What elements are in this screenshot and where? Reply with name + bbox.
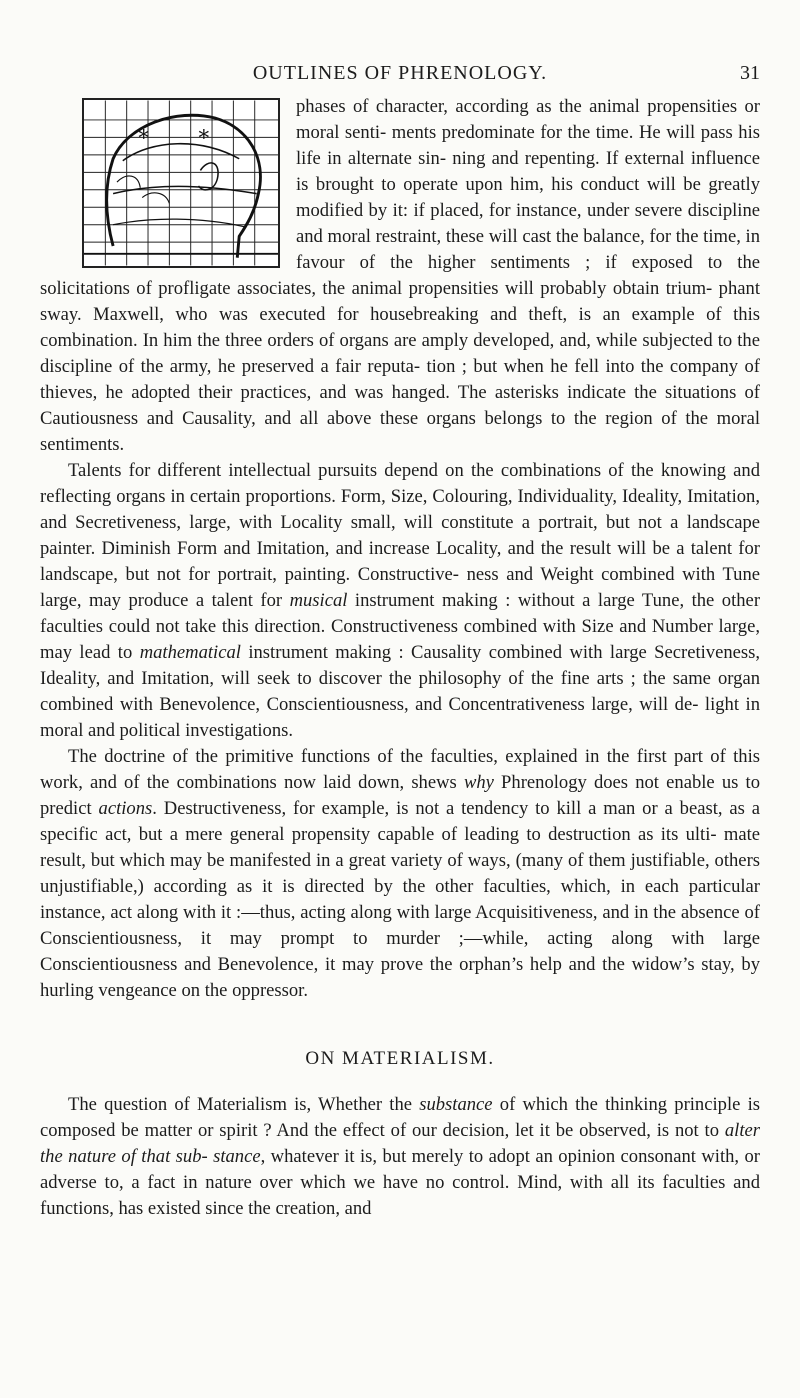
section-heading-materialism: ON MATERIALISM.: [305, 1048, 495, 1069]
paragraph-doctrine: [40, 744, 760, 1004]
paragraph-materialism: [40, 1092, 760, 1222]
running-head-title: OUTLINES OF PHRENOLOGY.: [252, 62, 548, 84]
grid-head-illustration: [84, 100, 278, 266]
paragraph-text: of which the thinking principle is composed be matter or spirit ? And the effect of our decision, let it be observed, is not to: [40, 1094, 760, 1141]
italic-term: actions: [98, 798, 153, 819]
italic-term: alter the nature of that sub- stance: [40, 1120, 760, 1167]
asterisk-causality: *: [198, 126, 210, 152]
paragraph-text: Phrenology does not enable us to predict: [40, 772, 760, 819]
paragraph-talents: [40, 458, 760, 744]
asterisk-cautiousness: *: [138, 126, 149, 152]
paragraph-text: Talents for different intellectual pursuits depend on the combinations of the knowing and reflecting organs in certain proportions. Form, Size, Colouring, Individuality, Ideality, Imitation, and Secretiveness, large, with Locality small, will constitute a portrait, but not a landscape painter. Diminish Form and Imitation, and increase Locality, and the result will be a talent for landscape, but not for portrait, painting. Constructive- ness and Weight combined with Tune large, may produce a talent for: [40, 460, 760, 611]
paragraph-text: . Destructiveness, for example, is not a tendency to kill a man or a beast, as a specific act, but a mere general propensity capable of leading to destruction as its ulti- mate result, but which may be manifested in a great variety of ways, (many of them justifiable, others unjustifiable,) according as it is directed by the other faculties, which, in each particular instance, act along with it :—thus, acting along with large Acquisitiveness, and in the absence of Conscientiousness, it may prompt to murder ;—while, acting along with large Conscientiousness and Benevolence, it may prove the orphan’s help and the widow’s stay, by hurling vengeance on the oppressor.: [40, 798, 761, 1001]
italic-term: musical: [289, 590, 348, 611]
paragraph-text: The question of Materialism is, Whether the: [68, 1094, 420, 1115]
paragraph-text: phases of character, according as the animal propensities or moral senti- ments predominate for the time. He will pass his life in alternate sin- ning and repenting. If external influence is brought to operate upon him, his conduct will be greatly modified by it: if placed, for instance, under severe discipline and moral restraint, these will cast the balance, for the time, in favour of the higher sentiments ; if exposed to the solicitations of profligate associates, the animal propensities will probably obtain trium- phant sway. Maxwell, who was executed for housebreaking and theft, is an example of this combination. In him the three orders of organs are amply developed, and, while subjected to the discipline of the army, he preserved a fair reputa- tion ; but when he fell into the company of thieves, he adopted their practices, and was hanged. The asterisks indicate the situations of Cautiousness and Causality, and all above these organs belongs to the region of the moral sentiments.: [40, 96, 760, 455]
paragraph-text: instrument making : Causality combined with large Secretiveness, Ideality, and Imitation, will seek to discover the philosophy of the fine arts ; the same organ combined with Benevolence, Conscientiousness, and Concentrativeness large, will de- light in moral and political investigations.: [40, 642, 760, 741]
italic-term: substance: [419, 1094, 493, 1115]
page-body: [40, 94, 760, 1222]
paragraph-maxwell: [40, 94, 760, 458]
italic-term: why: [463, 772, 494, 793]
page-number: 31: [740, 62, 760, 84]
italic-term: mathematical: [139, 642, 241, 663]
phrenology-head-figure: [82, 98, 280, 268]
paragraph-text: instrument making : without a large Tune, the other faculties could not take this direction. Constructiveness combined with Size and Number large, may lead to: [40, 590, 761, 663]
paragraph-text: The doctrine of the primitive functions of the faculties, explained in the first part of this work, and of the combinations now laid down, shews: [40, 746, 760, 793]
running-head: [40, 62, 760, 92]
paragraph-text: , whatever it is, but merely to adopt an opinion consonant with, or adverse to, a fact in nature over which we have no control. Mind, with all its faculties and functions, has existed since the creation, and: [40, 1146, 760, 1219]
